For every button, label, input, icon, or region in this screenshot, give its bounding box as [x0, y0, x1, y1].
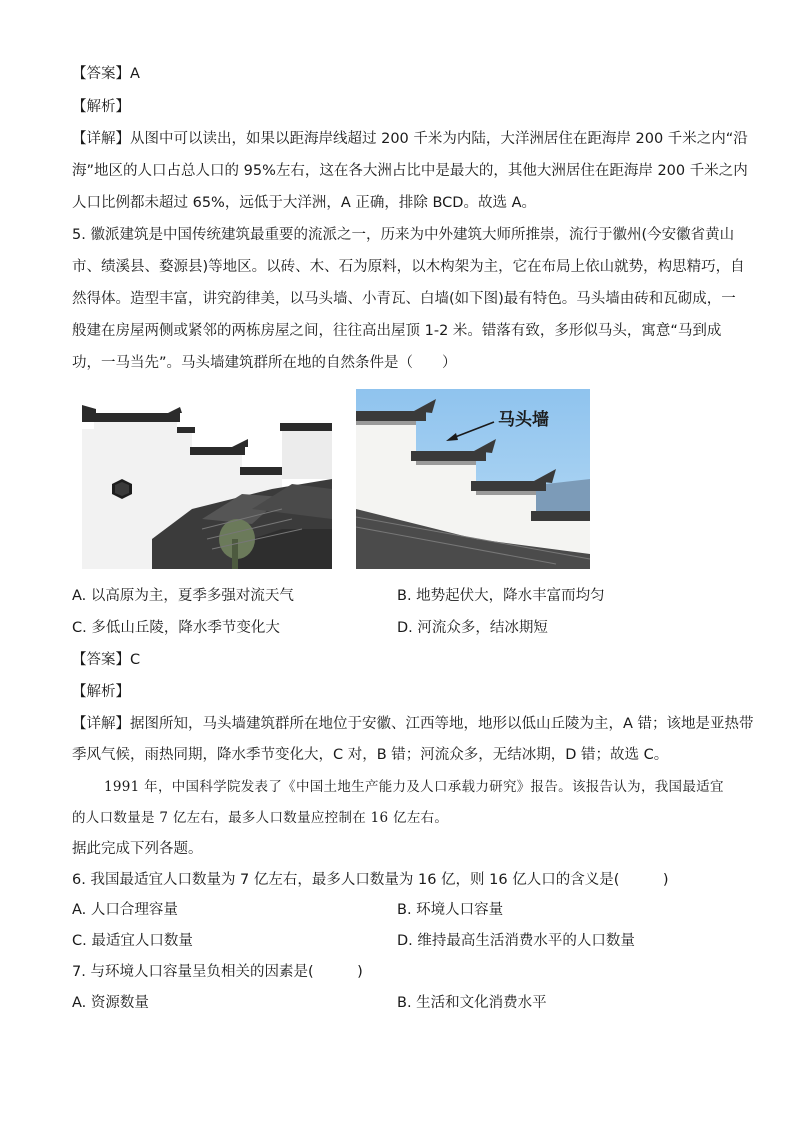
- q5-stem-line-4: 般建在房屋两侧或紧邻的两栋房屋之间，往往高出屋顶 1-2 米。错落有致，多形似马头，寓意“马到成: [72, 323, 722, 339]
- q5-option-c: C. 多低山丘陵，降水季节变化大: [72, 620, 280, 636]
- material-instruction: 据此完成下列各题。: [72, 841, 203, 857]
- q5-analysis-label: 【解析】: [72, 684, 130, 700]
- q6-option-d: D. 维持最高生活消费水平的人口数量: [397, 933, 635, 949]
- q5-stem-line-5: 功，一马当先”。马头墙建筑群所在地的自然条件是（ ）: [72, 355, 457, 371]
- huizhou-building-illustration-left: [82, 389, 332, 569]
- horse-head-wall-photo-right: [356, 389, 590, 569]
- q6-option-b: B. 环境人口容量: [397, 902, 504, 918]
- q4-answer: 【答案】A: [72, 66, 140, 82]
- q7-option-a: A. 资源数量: [72, 995, 149, 1011]
- huizhou-building-photo-left: [82, 389, 332, 569]
- q5-option-a: A. 以高原为主，夏季多强对流天气: [72, 588, 294, 604]
- photo-label-horse-head-wall: 马头墙: [498, 410, 549, 430]
- q7-option-b: B. 生活和文化消费水平: [397, 995, 547, 1011]
- horse-head-wall-illustration: [356, 389, 590, 569]
- q7-stem: 7. 与环境人口容量呈负相关的因素是( ): [72, 964, 363, 980]
- q5-option-d: D. 河流众多，结冰期短: [397, 620, 548, 636]
- q4-analysis-label: 【解析】: [72, 99, 130, 115]
- q6-stem: 6. 我国最适宜人口数量为 7 亿左右，最多人口数量为 16 亿，则 16 亿人口的含义是( ): [72, 872, 669, 888]
- q4-detail-line-3: 人口比例都未超过 65%，远低于大洋洲，A 正确，排除 BCD。故选 A。: [72, 195, 536, 211]
- q4-detail-line-2: 海”地区的人口占总人口的 95%左右，这在各大洲占比中是最大的，其他大洲居住在距海岸 200 千米之内: [72, 163, 748, 179]
- q4-detail-line-1: 【详解】从图中可以读出，如果以距海岸线超过 200 千米为内陆，大洋洲居住在距海岸 200 千米之内“沿: [72, 131, 748, 147]
- q5-detail-line-2: 季风气候，雨热同期，降水季节变化大，C 对，B 错；河流众多，无结冰期，D 错；故选 C。: [72, 747, 669, 763]
- q5-option-b: B. 地势起伏大，降水丰富而均匀: [397, 588, 605, 604]
- q5-detail-line-1: 【详解】据图所知，马头墙建筑群所在地位于安徽、江西等地，地形以低山丘陵为主，A 错；该地是亚热带: [72, 716, 754, 732]
- q5-stem-line-2: 市、绩溪县、婺源县)等地区。以砖、木、石为原料，以木构架为主，它在布局上依山就势，构思精巧，自: [72, 259, 745, 275]
- q5-stem-line-3: 然得体。造型丰富，讲究韵律美，以马头墙、小青瓦、白墙(如下图)最有特色。马头墙由砖和瓦砌成，一: [72, 291, 736, 307]
- q5-answer: 【答案】C: [72, 652, 141, 668]
- material-line-2: 的人口数量是 7 亿左右，最多人口数量应控制在 16 亿左右。: [72, 810, 449, 826]
- q6-option-c: C. 最适宜人口数量: [72, 933, 193, 949]
- q5-stem-line-1: 5. 徽派建筑是中国传统建筑最重要的流派之一，历来为中外建筑大师所推崇，流行于徽州(今安徽省黄山: [72, 227, 735, 243]
- q6-option-a: A. 人口合理容量: [72, 902, 178, 918]
- material-line-1: 1991 年，中国科学院发表了《中国土地生产能力及人口承载力研究》报告。该报告认为，我国最适宜: [104, 779, 724, 795]
